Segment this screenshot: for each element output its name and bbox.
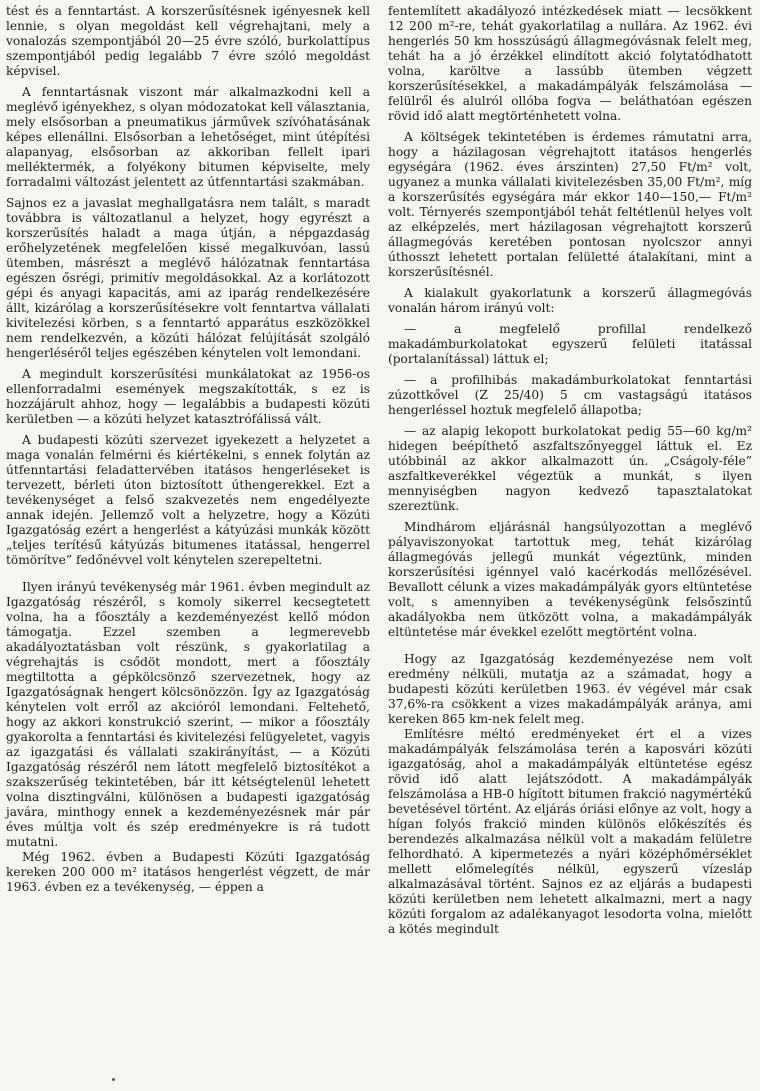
paragraph: A budapesti közúti szervezet igyekezett a helyzetet a maga vonalán felmérni és kiértékelni, s ennek folytán az útfenntartási feladattervében itatásos hengerléseket is tervezett, bérleti úton biztosított úthengerekkel. Ezt a tevékenységet a felső szakvezetés nem engedélyezte annak idején. Jellemző volt a helyzetre, hogy a Közúti Igazgatóság ezért a hengerlést a kátyúzási munkák között „teljes terítésű kátyúzás bitumenes itatással, hengerrel tömörítve” fedőnévvel volt kénytelen szerepeltetni.: [6, 433, 370, 567]
paragraph: Hogy az Igazgatóság kezdeményezése nem volt eredmény nélküli, mutatja az a számadat, hogy a budapesti közúti kerületben 1963. év végével már csak 37,6%-ra csökkent a vizes makadámpályák aránya, ami kereken 865 km-nek felelt meg.: [388, 652, 752, 726]
paragraph: fentemlített akadályozó intézkedések miatt — lecsökkent 12 200 m²-re, tehát gyakorlatilag a nullára. Az 1962. évi hengerlés 50 km hosszúságú állagmegóvásnak felelt meg, tehát ha a jó érzékkel elindított akció folytatódhatott volna, karöltve a lassúbb ütemben végzett korszerűsítésekkel, a makadámpályák felszámolása — felülről és alulról ollóba fogva — beláthatóan egészen rövid idő alatt megtörténhetett volna.: [388, 4, 752, 123]
paragraph: Ilyen irányú tevékenység már 1961. évben megindult az Igazgatóság részéről, s komoly sikerrel kecsegtetett volna, ha a főosztály a kezdeményezést kellő módon támogatja. Ezzel szemben a legmerevebb akadályoztatásban volt részünk, s gyakorlatilag a végrehajtás is csődöt mondott, mert a főosztály megtiltotta a gépkölcsönző szervezetnek, hogy az Igazgatóságnak hengert kölcsönözzön. Így az Igazgatóság kénytelen volt erről az akcióról lemondani. Feltehető, hogy az akkori konstrukció szerint, — mikor a főosztály gyakorolta a fenntartási és kivitelezési felügyeletet, vagyis az igazgatási és vállalati szakirányítást, — a Közúti Igazgatóság részéről nem látott megfelelő biztosítékot a szakszerűség tekintetében, bár itt kétségtelenül lehetett volna disztingválni, különösen a budapesti igazgatóság javára, minthogy ennek a kezdeményezésnek már pár éves múltja volt és szép eredményekre is rá tudott mutatni.: [6, 580, 370, 849]
paragraph: — a profilhibás makadámburkolatokat fenntartási zúzottkővel (Z 25/40) 5 cm vastagságú itatásos hengerléssel hoztuk megfelelő állapotba;: [388, 373, 752, 417]
paragraph: tést és a fenntartást. A korszerűsítésnek igényesnek kell lennie, s olyan megoldást kell végrehajtani, mely a vonalozás szempontjából 20—25 évre szóló, burkolattípus szempontjából pedig legalább 7 évre szóló megoldást képvisel.: [6, 4, 370, 78]
paragraph: Még 1962. évben a Budapesti Közúti Igazgatóság kereken 200 000 m² itatásos hengerlést végzett, de már 1963. évben ez a tevékenység, — éppen a: [6, 850, 370, 894]
right-column: [386, 4, 752, 1091]
paragraph: A költségek tekintetében is érdemes rámutatni arra, hogy a házilagosan végrehajtott itatásos hengerlés egységára (1962. éves árszinten) 27,50 Ft/m² volt, ugyanez a munka vállalati kivitelezésben 35,00 Ft/m², míg a korszerűsítés egységára már ekkor 140—150,— Ft/m² volt. Térnyerés szempontjából tehát feltétlenül helyes volt az elképzelés, mert házilagosan végrehajtott korszerű állagmegóvás keretében pontosan nyolcszor annyi úthosszt lehetett portalan felületté átalakítani, mint a korszerűsítésnél.: [388, 130, 752, 279]
paragraph: Említésre méltó eredményeket ért el a vizes makadámpályák felszámolása terén a kaposvári közúti igazgatóság, ahol a makadámpályák eltüntetése egész rövid idő alatt lejátszódott. A makadámpályák felszámolása a HB-0 hígított bitumen frakció nagymértékű bevetésével történt. Az eljárás óriási előnye az volt, hogy a hígan folyós frakció minden különös előkészítés és berendezés alkalmazása nélkül volt a makadám felületre felhordható. A kipermetezés a nyári középhőmérséklet mellett előmelegítés nélkül, egyszerű vízesláp alkalmazásával történt. Sajnos ez az eljárás a budapesti közúti kerületben nem lehetett alkalmazni, mert a nagy közúti forgalom az adalékanyagot lesodorta volna, mielőtt a kötés megindult: [388, 727, 752, 936]
paragraph: A kialakult gyakorlatunk a korszerű állagmegóvás vonalán három irányú volt:: [388, 286, 752, 315]
paragraph: A fenntartásnak viszont már alkalmazkodni kell a meglévő igényekhez, s olyan módozatokat kell választania, mely elsősorban a pneumatikus járművek szívóhatásának képes ellenállni. Elsősorban a lehetőséget, mint útépítési alapanyag, elsősorban az akkoriban fellelt ipari melléktermék, a folyékony bitumen képviselte, mely forradalmi változást jelentett az útfenntartási szakmában.: [6, 85, 370, 189]
print-speck: [112, 1078, 115, 1081]
paragraph: — a megfelelő profillal rendelkező makadámburkolatokat egyszerű felületi itatással (portalanítással) láttuk el;: [388, 322, 752, 366]
paragraph: A megindult korszerűsítési munkálatokat az 1956-os ellenforradalmi események megszakították, s ez is hozzájárult ahhoz, hogy — legalábbis a budapesti közúti kerületben — a közúti helyzet katasztrófálissá vált.: [6, 367, 370, 426]
paragraph: Mindhárom eljárásnál hangsúlyozottan a meglévő pályaviszonyokat tartottuk meg, tehát kizárólag állagmegóvás jellegű munkát végeztünk, minden korszerűsítési igénnyel való kacérkodás mellőzésével. Bevallott célunk a vizes makadámpályák gyors eltüntetése volt, s amennyiben a tevékenységünk felsőszintű akadályokba nem ütközött volna, a makadámpályák eltüntetése már évekkel ezelőtt megtörtént volna.: [388, 520, 752, 639]
left-column: [6, 4, 372, 1091]
paragraph: Sajnos ez a javaslat meghallgatásra nem talált, s maradt továbbra is változatlanul a helyzet, hogy egyrészt a korszerűsítés haladt a maga útján, a népgazdaság erőhelyzetének megfelelően kissé megalkuvóan, lassú ütemben, másrészt a meglévő hálózatnak fenntartása egészen ősrégi, primitív megoldásokkal. Az a korlátozott gépi és anyagi kapacitás, ami az iparág rendelkezésére állt, kizárólag a korszerűsítésekre volt fenntartva vállalati kivitelezési körben, s a fenntartó apparátus eszközökkel nem rendelkezvén, a közúti hálózat felújítását szolgáló hengerléséről teljes egészében kénytelen volt lemondani.: [6, 196, 370, 360]
paragraph: — az alapig lekopott burkolatokat pedig 55—60 kg/m² hidegen beépíthető aszfaltszőnyeggel láttuk el. Ez utóbbinál az akkor alkalmazott ún. „Cságoly-féle” aszfaltkeverékkel végeztük a munkát, s ilyen mennyiségben nagyon kedvező tapasztalatokat szereztünk.: [388, 424, 752, 513]
